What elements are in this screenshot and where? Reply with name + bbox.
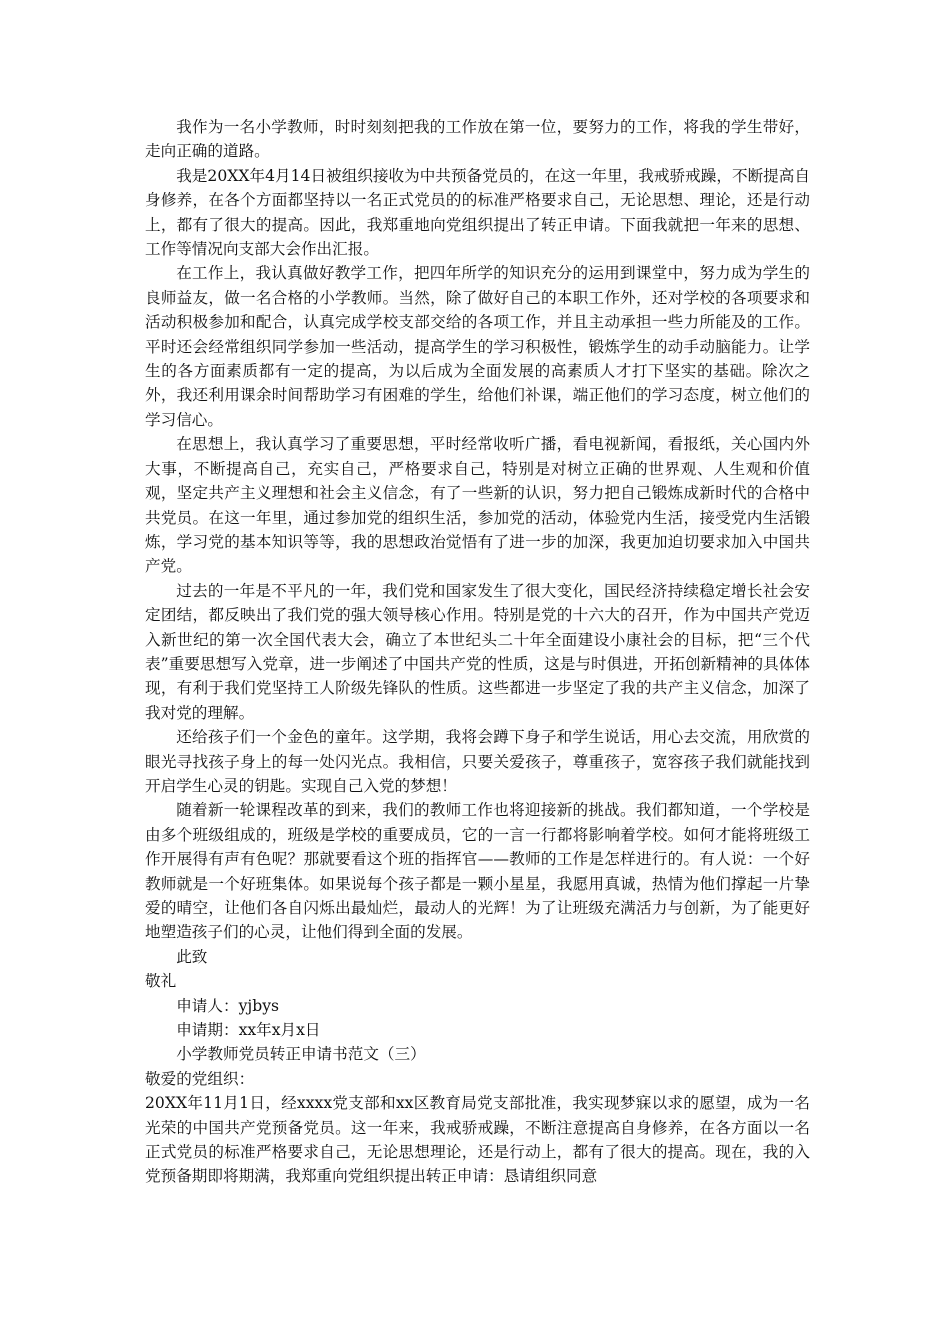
paragraph-reform: 随着新一轮课程改革的到来，我们的教师工作也将迎接新的挑战。我们都知道，一个学校是由多个班级组成的，班级是学校的重要成员，它的一言一行都将影响着学校。如何才能将班级工作开展得有声有色呢？那就要看这个班的指挥官——教师的工作是怎样进行的。有人说：一个好教师就是一个好班集体。如果说每个孩子都是一颗小星星，我愿用真诚，热情为他们撑起一片挚爱的晴空，让他们各自闪烁出最灿烂，最动人的光辉！为了让班级充满活力与创新，为了能更好地塑造孩子们的心灵，让他们得到全面的发展。	[145, 801, 810, 942]
greeting: 敬爱的党组织：	[145, 1069, 255, 1088]
paragraph-children: 还给孩子们一个金色的童年。这学期，我将会蹲下身子和学生说话，用心去交流，用欣赏的眼光寻找孩子身上的每一处闪光点。我相信，只要关爱孩子，尊重孩子，宽容孩子我们就能找到开启学生心灵的钥匙。实现自己入党的梦想！	[145, 728, 810, 795]
paragraph-thought: 在思想上，我认真学习了重要思想，平时经常收听广播，看电视新闻，看报纸，关心国内外大事，不断提高自己，充实自己，严格要求自己，特别是对树立正确的世界观、人生观和价值观，坚定共产主义理想和社会主义信念，有了一些新的认识，努力把自己锻炼成新时代的合格中共党员。在这一年里，通过参加党的组织生活，参加党的活动，体验党内生活，接受党内生活锻炼，学习党的基本知识等等，我的思想政治觉悟有了进一步的加深，我更加迫切要求加入中国共产党。	[145, 435, 810, 576]
closing-regards: 敬礼	[145, 972, 177, 991]
document-body	[145, 115, 810, 1189]
paragraph-intro: 我作为一名小学教师，时时刻刻把我的工作放在第一位，要努力的工作，将我的学生带好，走向正确的道路。	[145, 118, 810, 161]
paragraph-past-year: 过去的一年是不平凡的一年，我们党和国家发生了很大变化，国民经济持续稳定增长社会安定团结，都反映出了我们党的强大领导核心作用。特别是党的十六大的召开，作为中国共产党迈入新世纪的第一次全国代表大会，确立了本世纪头二十年全面建设小康社会的目标，把“三个代表”重要思想写入党章，进一步阐述了中国共产党的性质，这是与时俱进，开拓创新精神的具体体现，有利于我们党坚持工人阶级先锋队的性质。这些都进一步坚定了我的共产主义信念，加深了我对党的理解。	[145, 581, 810, 722]
paragraph-sample-three: 20XX年11月1日，经xxxx党支部和xx区教育局党支部批准，我实现梦寐以求的愿望，成为一名光荣的中国共产党预备党员。这一年来，我戒骄戒躁，不断注意提高自身修养，在各方面以一名正式党员的标准严格要求自己，无论思想理论，还是行动上，都有了很大的提高。现在，我的入党预备期即将期满，我郑重向党组织提出转正申请：恳请组织同意	[145, 1094, 810, 1186]
paragraph-work: 在工作上，我认真做好教学工作，把四年所学的知识充分的运用到课堂中，努力成为学生的良师益友，做一名合格的小学教师。当然，除了做好自己的本职工作外，还对学校的各项要求和活动积极参加和配合，认真完成学校支部交给的各项工作，并且主动承担一些力所能及的工作。平时还会经常组织同学参加一些活动，提高学生的学习积极性，锻炼学生的动手动脑能力。让学生的各方面素质都有一定的提高，为以后成为全面发展的高素质人才打下坚实的基础。除次之外，我还利用课余时间帮助学习有困难的学生，给他们补课，端正他们的学习态度，树立他们的学习信心。	[145, 264, 810, 429]
application-date: 申请期：xx年x月x日	[176, 1021, 321, 1040]
closing-salutation: 此致	[176, 947, 208, 966]
applicant-name: 申请人：yjbys	[176, 996, 280, 1015]
section-title: 小学教师党员转正申请书范文（三）	[176, 1045, 426, 1064]
paragraph-probation: 我是20XX年4月14日被组织接收为中共预备党员的，在这一年里，我戒骄戒躁，不断提高自身修养，在各个方面都坚持以一名正式党员的的标准严格要求自己，无论思想、理论，还是行动上，都有了很大的提高。因此，我郑重地向党组织提出了转正申请。下面我就把一年来的思想、工作等情况向支部大会作出汇报。	[145, 166, 810, 259]
